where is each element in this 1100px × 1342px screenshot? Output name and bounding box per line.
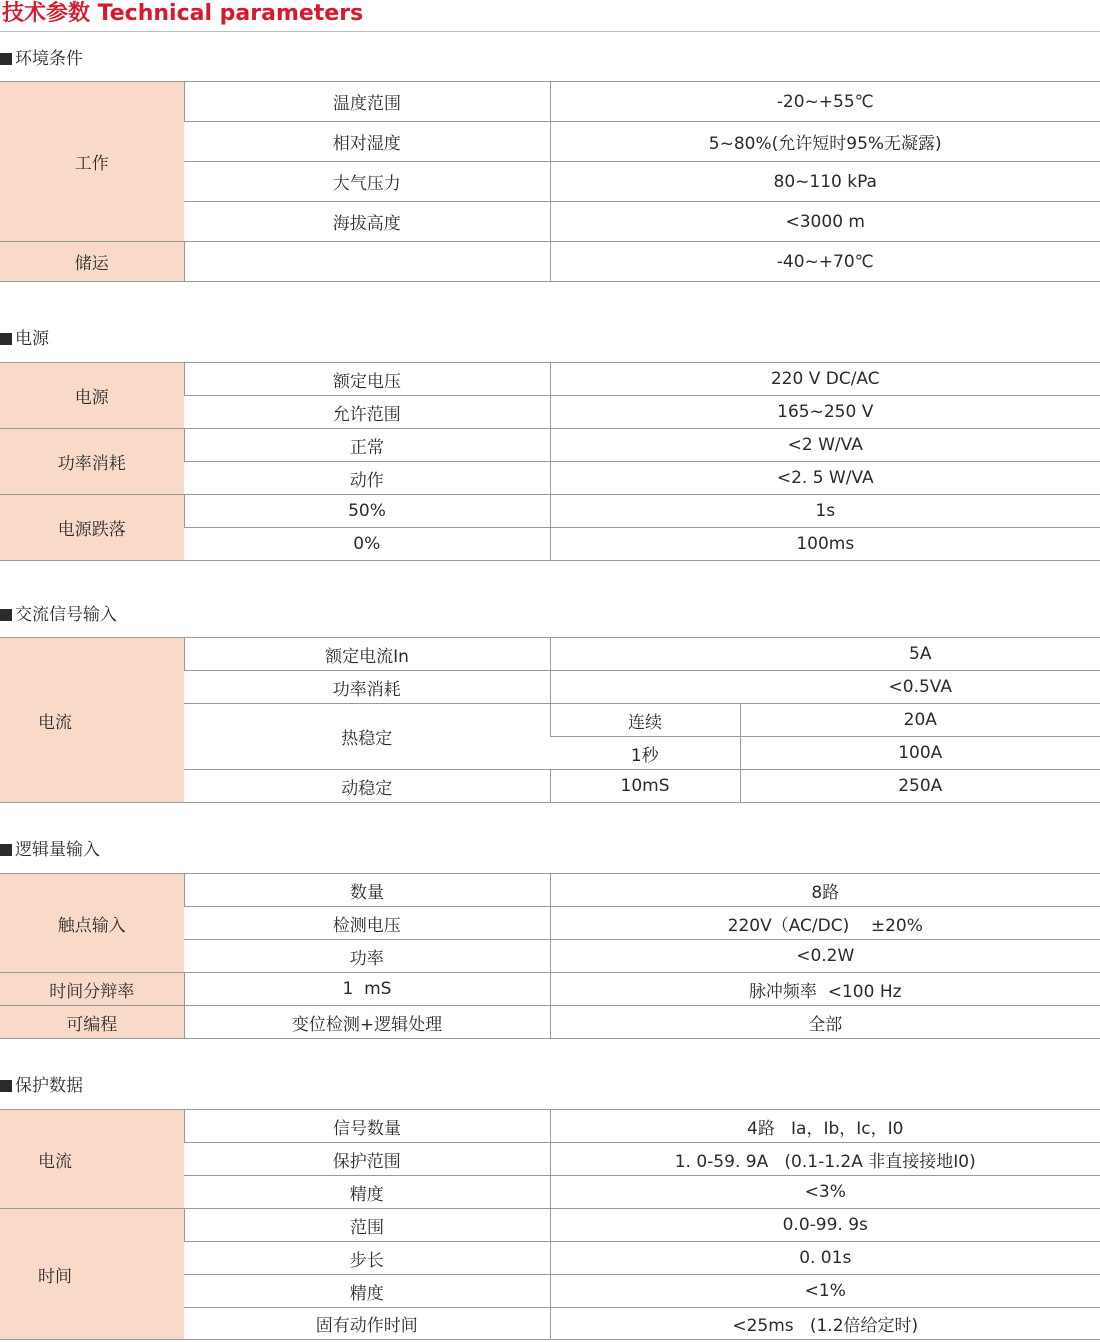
param-name: 动作: [184, 462, 550, 495]
category-cell: 时间: [0, 1209, 184, 1340]
param-name: 额定电流In: [184, 638, 550, 671]
param-name: 1 mS: [184, 973, 550, 1006]
protection-table: [0, 1109, 1100, 1340]
power-table: [0, 362, 1100, 561]
table-row: [0, 429, 1100, 462]
param-value: <3%: [550, 1176, 1100, 1209]
param-value: <2 W/VA: [550, 429, 1100, 462]
section-heading-protection: 保护数据: [0, 1075, 83, 1097]
section-heading-ac-input: 交流信号输入: [0, 604, 117, 626]
param-name: 精度: [184, 1176, 550, 1209]
category-cell: 储运: [0, 242, 184, 282]
param-value: 250A: [740, 770, 1100, 803]
section-heading-environment: 环境条件: [0, 48, 83, 70]
param-name: 热稳定: [184, 704, 550, 770]
param-value: -40~+70℃: [550, 242, 1100, 282]
param-name: 范围: [184, 1209, 550, 1242]
page-title: 技术参数 Technical parameters: [2, 1, 364, 26]
param-name: 0%: [184, 528, 550, 561]
param-name: 保护范围: [184, 1143, 550, 1176]
param-name: 固有动作时间: [184, 1308, 550, 1340]
category-cell: 电源: [0, 363, 184, 429]
param-value: 220V（AC/DC) ±20%: [550, 907, 1100, 940]
table-row: [0, 874, 1100, 907]
param-name: 允许范围: [184, 396, 550, 429]
param-name: 功率: [184, 940, 550, 973]
category-cell: 功率消耗: [0, 429, 184, 495]
category-cell: 触点输入: [0, 874, 184, 973]
param-name: 相对湿度: [184, 122, 550, 162]
param-value: 8路: [550, 874, 1100, 907]
param-name: 50%: [184, 495, 550, 528]
category-cell: 电源跌落: [0, 495, 184, 561]
param-name: 正常: [184, 429, 550, 462]
param-value: <0.2W: [550, 940, 1100, 973]
param-name: 功率消耗: [184, 671, 550, 704]
param-value: 220 V DC/AC: [550, 363, 1100, 396]
table-row: [0, 1209, 1100, 1242]
section-heading-logic-input: 逻辑量输入: [0, 839, 100, 861]
table-row: [0, 1006, 1100, 1039]
param-name: 信号数量: [184, 1110, 550, 1143]
param-name: 大气压力: [184, 162, 550, 202]
param-value: 1s: [550, 495, 1100, 528]
param-value: 80~110 kPa: [550, 162, 1100, 202]
param-value: 脉冲频率 <100 Hz: [550, 973, 1100, 1006]
param-value: <0.5VA: [550, 671, 1100, 704]
category-cell: 工作: [0, 82, 184, 242]
param-value: <1%: [550, 1275, 1100, 1308]
table-row: [0, 82, 1100, 122]
param-name: 海拔高度: [184, 202, 550, 242]
param-name: 额定电压: [184, 363, 550, 396]
param-sub: 1秒: [550, 737, 740, 770]
param-value: 4路 Ia，Ib，Ic，I0: [550, 1110, 1100, 1143]
table-row: [0, 638, 1100, 671]
param-name: 变位检测+逻辑处理: [184, 1006, 550, 1039]
param-sub: 连续: [550, 704, 740, 737]
param-value: 100ms: [550, 528, 1100, 561]
square-bullet-icon: [0, 844, 12, 856]
param-value: 5~80%(允许短时95%无凝露): [550, 122, 1100, 162]
category-cell: 可编程: [0, 1006, 184, 1039]
section-heading-power: 电源: [0, 328, 49, 350]
ac-input-table: [0, 637, 1100, 803]
param-value: 0.0-99. 9s: [550, 1209, 1100, 1242]
param-name: 动稳定: [184, 770, 550, 803]
param-name: 温度范围: [184, 82, 550, 122]
table-row: [0, 363, 1100, 396]
square-bullet-icon: [0, 53, 12, 65]
param-name: 步长: [184, 1242, 550, 1275]
param-name: 数量: [184, 874, 550, 907]
square-bullet-icon: [0, 609, 12, 621]
param-value: 1. 0-59. 9A (0.1-1.2A 非直接接地I0): [550, 1143, 1100, 1176]
param-value: <3000 m: [550, 202, 1100, 242]
param-value: 20A: [740, 704, 1100, 737]
param-value: <25ms (1.2倍给定时): [550, 1308, 1100, 1340]
param-value: -20~+55℃: [550, 82, 1100, 122]
table-row: [0, 242, 1100, 282]
logic-input-table: [0, 873, 1100, 1039]
param-sub: 10mS: [550, 770, 740, 803]
category-cell: 时间分辩率: [0, 973, 184, 1006]
table-row: [0, 973, 1100, 1006]
category-cell: 电流: [0, 1110, 184, 1209]
table-row: [0, 495, 1100, 528]
param-name: 检测电压: [184, 907, 550, 940]
param-value: 100A: [740, 737, 1100, 770]
param-name: [184, 242, 550, 282]
param-value: 0. 01s: [550, 1242, 1100, 1275]
square-bullet-icon: [0, 333, 12, 345]
param-value: 165~250 V: [550, 396, 1100, 429]
category-cell: 电流: [0, 638, 184, 803]
param-name: 精度: [184, 1275, 550, 1308]
square-bullet-icon: [0, 1080, 12, 1092]
param-value: 全部: [550, 1006, 1100, 1039]
param-value: <2. 5 W/VA: [550, 462, 1100, 495]
title-divider: [0, 31, 1100, 32]
param-value: 5A: [550, 638, 1100, 671]
environment-table: [0, 81, 1100, 282]
table-row: [0, 1110, 1100, 1143]
